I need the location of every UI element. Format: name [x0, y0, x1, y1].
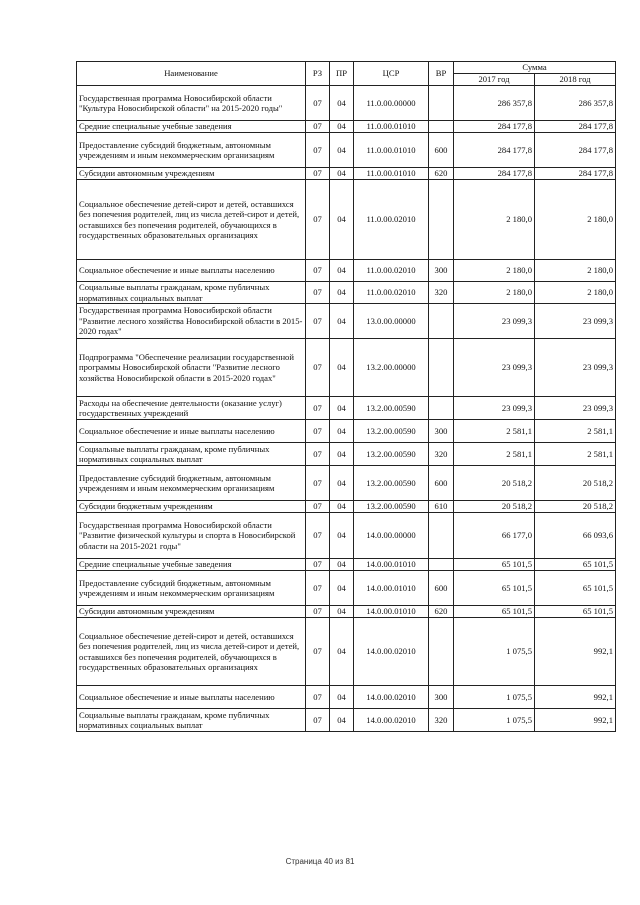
cell-sum-2018: 284 177,8: [535, 121, 616, 133]
cell-pr: 04: [330, 304, 354, 339]
cell-csr: 11.0.00.02010: [354, 180, 429, 260]
cell-csr: 13.2.00.00590: [354, 501, 429, 513]
cell-sum-2018: 992,1: [535, 686, 616, 709]
table-row: [77, 260, 616, 282]
cell-name: Социальное обеспечение и иные выплаты населению: [77, 420, 306, 443]
cell-name: Средние специальные учебные заведения: [77, 121, 306, 133]
cell-sum-2017: 1 075,5: [454, 686, 535, 709]
cell-sum-2018: 66 093,6: [535, 513, 616, 559]
cell-csr: 11.0.00.01010: [354, 133, 429, 168]
cell-vr: [429, 339, 454, 397]
cell-sum-2017: 284 177,8: [454, 121, 535, 133]
cell-vr: 610: [429, 501, 454, 513]
cell-name: Государственная программа Новосибирской области "Развитие физической культуры и спорта в Новосибирской области на 2015-2021 годы": [77, 513, 306, 559]
table-row: [77, 501, 616, 513]
table-row: [77, 618, 616, 686]
cell-name: Предоставление субсидий бюджетным, автономным учреждениям и иным некоммерческим организациям: [77, 133, 306, 168]
cell-pr: 04: [330, 339, 354, 397]
cell-sum-2017: 20 518,2: [454, 466, 535, 501]
cell-sum-2018: 23 099,3: [535, 397, 616, 420]
cell-sum-2018: 23 099,3: [535, 304, 616, 339]
cell-rz: 07: [306, 282, 330, 304]
cell-sum-2018: 286 357,8: [535, 86, 616, 121]
cell-rz: 07: [306, 618, 330, 686]
header-csr: ЦСР: [354, 62, 429, 86]
cell-vr: [429, 121, 454, 133]
cell-sum-2018: 65 101,5: [535, 559, 616, 571]
cell-pr: 04: [330, 168, 354, 180]
cell-pr: 04: [330, 513, 354, 559]
cell-rz: 07: [306, 260, 330, 282]
table-row: [77, 397, 616, 420]
cell-pr: 04: [330, 466, 354, 501]
table-row: [77, 709, 616, 732]
cell-sum-2018: 2 180,0: [535, 180, 616, 260]
cell-name: Субсидии автономным учреждениям: [77, 606, 306, 618]
cell-rz: 07: [306, 397, 330, 420]
cell-name: Социальные выплаты гражданам, кроме публичных нормативных социальных выплат: [77, 282, 306, 304]
cell-rz: 07: [306, 559, 330, 571]
cell-name: Подпрограмма "Обеспечение реализации государственной программы Новосибирской области "Развитие лесного хозяйства Новосибирской области в 2015-2020 годах": [77, 339, 306, 397]
cell-sum-2018: 992,1: [535, 618, 616, 686]
cell-vr: 600: [429, 133, 454, 168]
cell-vr: [429, 618, 454, 686]
cell-rz: 07: [306, 709, 330, 732]
cell-sum-2018: 2 581,1: [535, 443, 616, 466]
cell-rz: 07: [306, 168, 330, 180]
cell-sum-2017: 2 581,1: [454, 420, 535, 443]
cell-sum-2018: 284 177,8: [535, 133, 616, 168]
header-sum: Сумма: [454, 62, 616, 74]
cell-name: Расходы на обеспечение деятельности (оказание услуг) государственных учреждений: [77, 397, 306, 420]
cell-rz: 07: [306, 606, 330, 618]
cell-vr: 300: [429, 420, 454, 443]
cell-name: Средние специальные учебные заведения: [77, 559, 306, 571]
cell-vr: [429, 86, 454, 121]
cell-csr: 11.0.00.01010: [354, 121, 429, 133]
cell-vr: 620: [429, 168, 454, 180]
cell-vr: 600: [429, 571, 454, 606]
cell-rz: 07: [306, 571, 330, 606]
cell-csr: 14.0.00.00000: [354, 513, 429, 559]
cell-pr: 04: [330, 180, 354, 260]
table-row: [77, 168, 616, 180]
table-row: [77, 180, 616, 260]
cell-sum-2017: 2 180,0: [454, 180, 535, 260]
cell-sum-2017: 66 177,0: [454, 513, 535, 559]
cell-sum-2018: 20 518,2: [535, 501, 616, 513]
cell-name: Государственная программа Новосибирской области "Культура Новосибирской области" на 2015-2020 годы": [77, 86, 306, 121]
table-row: [77, 606, 616, 618]
table-row: [77, 466, 616, 501]
cell-vr: [429, 559, 454, 571]
table-row: [77, 121, 616, 133]
table-row: [77, 339, 616, 397]
cell-sum-2017: 23 099,3: [454, 304, 535, 339]
cell-vr: 320: [429, 282, 454, 304]
cell-sum-2017: 65 101,5: [454, 571, 535, 606]
cell-csr: 11.0.00.00000: [354, 86, 429, 121]
cell-name: Социальное обеспечение детей-сирот и детей, оставшихся без попечения родителей, лиц из числа детей-сирот и детей, оставшихся без попечения родителей, обучающихся в государственных образовательных организациях: [77, 618, 306, 686]
cell-vr: 300: [429, 260, 454, 282]
cell-name: Предоставление субсидий бюджетным, автономным учреждениям и иным некоммерческим организациям: [77, 571, 306, 606]
cell-pr: 04: [330, 121, 354, 133]
budget-table: [76, 61, 616, 732]
cell-sum-2018: 65 101,5: [535, 606, 616, 618]
cell-sum-2017: 284 177,8: [454, 168, 535, 180]
cell-csr: 13.2.00.00590: [354, 420, 429, 443]
table-row: [77, 513, 616, 559]
cell-name: Социальное обеспечение и иные выплаты населению: [77, 686, 306, 709]
table-body: [77, 86, 616, 732]
header-pr: ПР: [330, 62, 354, 86]
table-row: [77, 420, 616, 443]
table-row: [77, 304, 616, 339]
cell-rz: 07: [306, 133, 330, 168]
cell-rz: 07: [306, 466, 330, 501]
cell-vr: [429, 304, 454, 339]
cell-name: Социальное обеспечение и иные выплаты населению: [77, 260, 306, 282]
cell-rz: 07: [306, 121, 330, 133]
cell-csr: 13.2.00.00000: [354, 339, 429, 397]
cell-rz: 07: [306, 180, 330, 260]
cell-sum-2018: 284 177,8: [535, 168, 616, 180]
cell-pr: 04: [330, 709, 354, 732]
cell-pr: 04: [330, 618, 354, 686]
cell-pr: 04: [330, 86, 354, 121]
cell-vr: 300: [429, 686, 454, 709]
cell-name: Социальное обеспечение детей-сирот и детей, оставшихся без попечения родителей, лиц из числа детей-сирот и детей, оставшихся без попечения родителей, обучающихся в государственных образовательных организациях: [77, 180, 306, 260]
cell-pr: 04: [330, 559, 354, 571]
cell-sum-2017: 284 177,8: [454, 133, 535, 168]
cell-sum-2017: 2 581,1: [454, 443, 535, 466]
cell-csr: 14.0.00.01010: [354, 559, 429, 571]
cell-csr: 13.2.00.00590: [354, 466, 429, 501]
cell-vr: [429, 180, 454, 260]
cell-pr: 04: [330, 260, 354, 282]
cell-csr: 14.0.00.01010: [354, 606, 429, 618]
cell-sum-2018: 20 518,2: [535, 466, 616, 501]
cell-pr: 04: [330, 397, 354, 420]
header-rz: РЗ: [306, 62, 330, 86]
cell-rz: 07: [306, 304, 330, 339]
cell-vr: [429, 397, 454, 420]
table-row: [77, 559, 616, 571]
cell-vr: 600: [429, 466, 454, 501]
table-row: [77, 571, 616, 606]
header-year-2018: 2018 год: [535, 74, 616, 86]
cell-name: Социальные выплаты гражданам, кроме публичных нормативных социальных выплат: [77, 443, 306, 466]
cell-name: Социальные выплаты гражданам, кроме публичных нормативных социальных выплат: [77, 709, 306, 732]
cell-name: Предоставление субсидий бюджетным, автономным учреждениям и иным некоммерческим организациям: [77, 466, 306, 501]
cell-csr: 11.0.00.01010: [354, 168, 429, 180]
table-row: [77, 86, 616, 121]
cell-pr: 04: [330, 501, 354, 513]
cell-rz: 07: [306, 686, 330, 709]
cell-csr: 13.2.00.00590: [354, 443, 429, 466]
cell-rz: 07: [306, 420, 330, 443]
cell-rz: 07: [306, 339, 330, 397]
cell-sum-2018: 2 581,1: [535, 420, 616, 443]
cell-pr: 04: [330, 133, 354, 168]
cell-csr: 14.0.00.01010: [354, 571, 429, 606]
cell-sum-2017: 2 180,0: [454, 260, 535, 282]
cell-sum-2017: 1 075,5: [454, 709, 535, 732]
cell-sum-2017: 286 357,8: [454, 86, 535, 121]
cell-sum-2017: 2 180,0: [454, 282, 535, 304]
cell-vr: 320: [429, 443, 454, 466]
cell-sum-2017: 23 099,3: [454, 397, 535, 420]
cell-pr: 04: [330, 443, 354, 466]
cell-pr: 04: [330, 420, 354, 443]
cell-vr: 620: [429, 606, 454, 618]
cell-sum-2017: 23 099,3: [454, 339, 535, 397]
cell-csr: 11.0.00.02010: [354, 282, 429, 304]
header-year-2017: 2017 год: [454, 74, 535, 86]
cell-csr: 13.0.00.00000: [354, 304, 429, 339]
cell-pr: 04: [330, 571, 354, 606]
cell-rz: 07: [306, 513, 330, 559]
header-name: Наименование: [77, 62, 306, 86]
cell-sum-2017: 1 075,5: [454, 618, 535, 686]
cell-vr: 320: [429, 709, 454, 732]
cell-rz: 07: [306, 443, 330, 466]
cell-csr: 11.0.00.02010: [354, 260, 429, 282]
cell-sum-2018: 2 180,0: [535, 282, 616, 304]
header-vr: ВР: [429, 62, 454, 86]
page-number: Страница 40 из 81: [285, 857, 355, 866]
cell-pr: 04: [330, 606, 354, 618]
cell-sum-2017: 65 101,5: [454, 559, 535, 571]
cell-sum-2018: 2 180,0: [535, 260, 616, 282]
cell-sum-2018: 23 099,3: [535, 339, 616, 397]
table-row: [77, 443, 616, 466]
table-header: [77, 62, 616, 86]
cell-vr: [429, 513, 454, 559]
cell-csr: 14.0.00.02010: [354, 709, 429, 732]
cell-sum-2018: 992,1: [535, 709, 616, 732]
cell-csr: 14.0.00.02010: [354, 686, 429, 709]
table-row: [77, 282, 616, 304]
cell-sum-2017: 65 101,5: [454, 606, 535, 618]
cell-pr: 04: [330, 686, 354, 709]
cell-csr: 13.2.00.00590: [354, 397, 429, 420]
table-row: [77, 686, 616, 709]
table-row: [77, 133, 616, 168]
cell-sum-2018: 65 101,5: [535, 571, 616, 606]
cell-name: Государственная программа Новосибирской области "Развитие лесного хозяйства Новосибирской области в 2015-2020 годах": [77, 304, 306, 339]
cell-name: Субсидии автономным учреждениям: [77, 168, 306, 180]
cell-rz: 07: [306, 86, 330, 121]
cell-rz: 07: [306, 501, 330, 513]
cell-name: Субсидии бюджетным учреждениям: [77, 501, 306, 513]
cell-csr: 14.0.00.02010: [354, 618, 429, 686]
cell-sum-2017: 20 518,2: [454, 501, 535, 513]
cell-pr: 04: [330, 282, 354, 304]
